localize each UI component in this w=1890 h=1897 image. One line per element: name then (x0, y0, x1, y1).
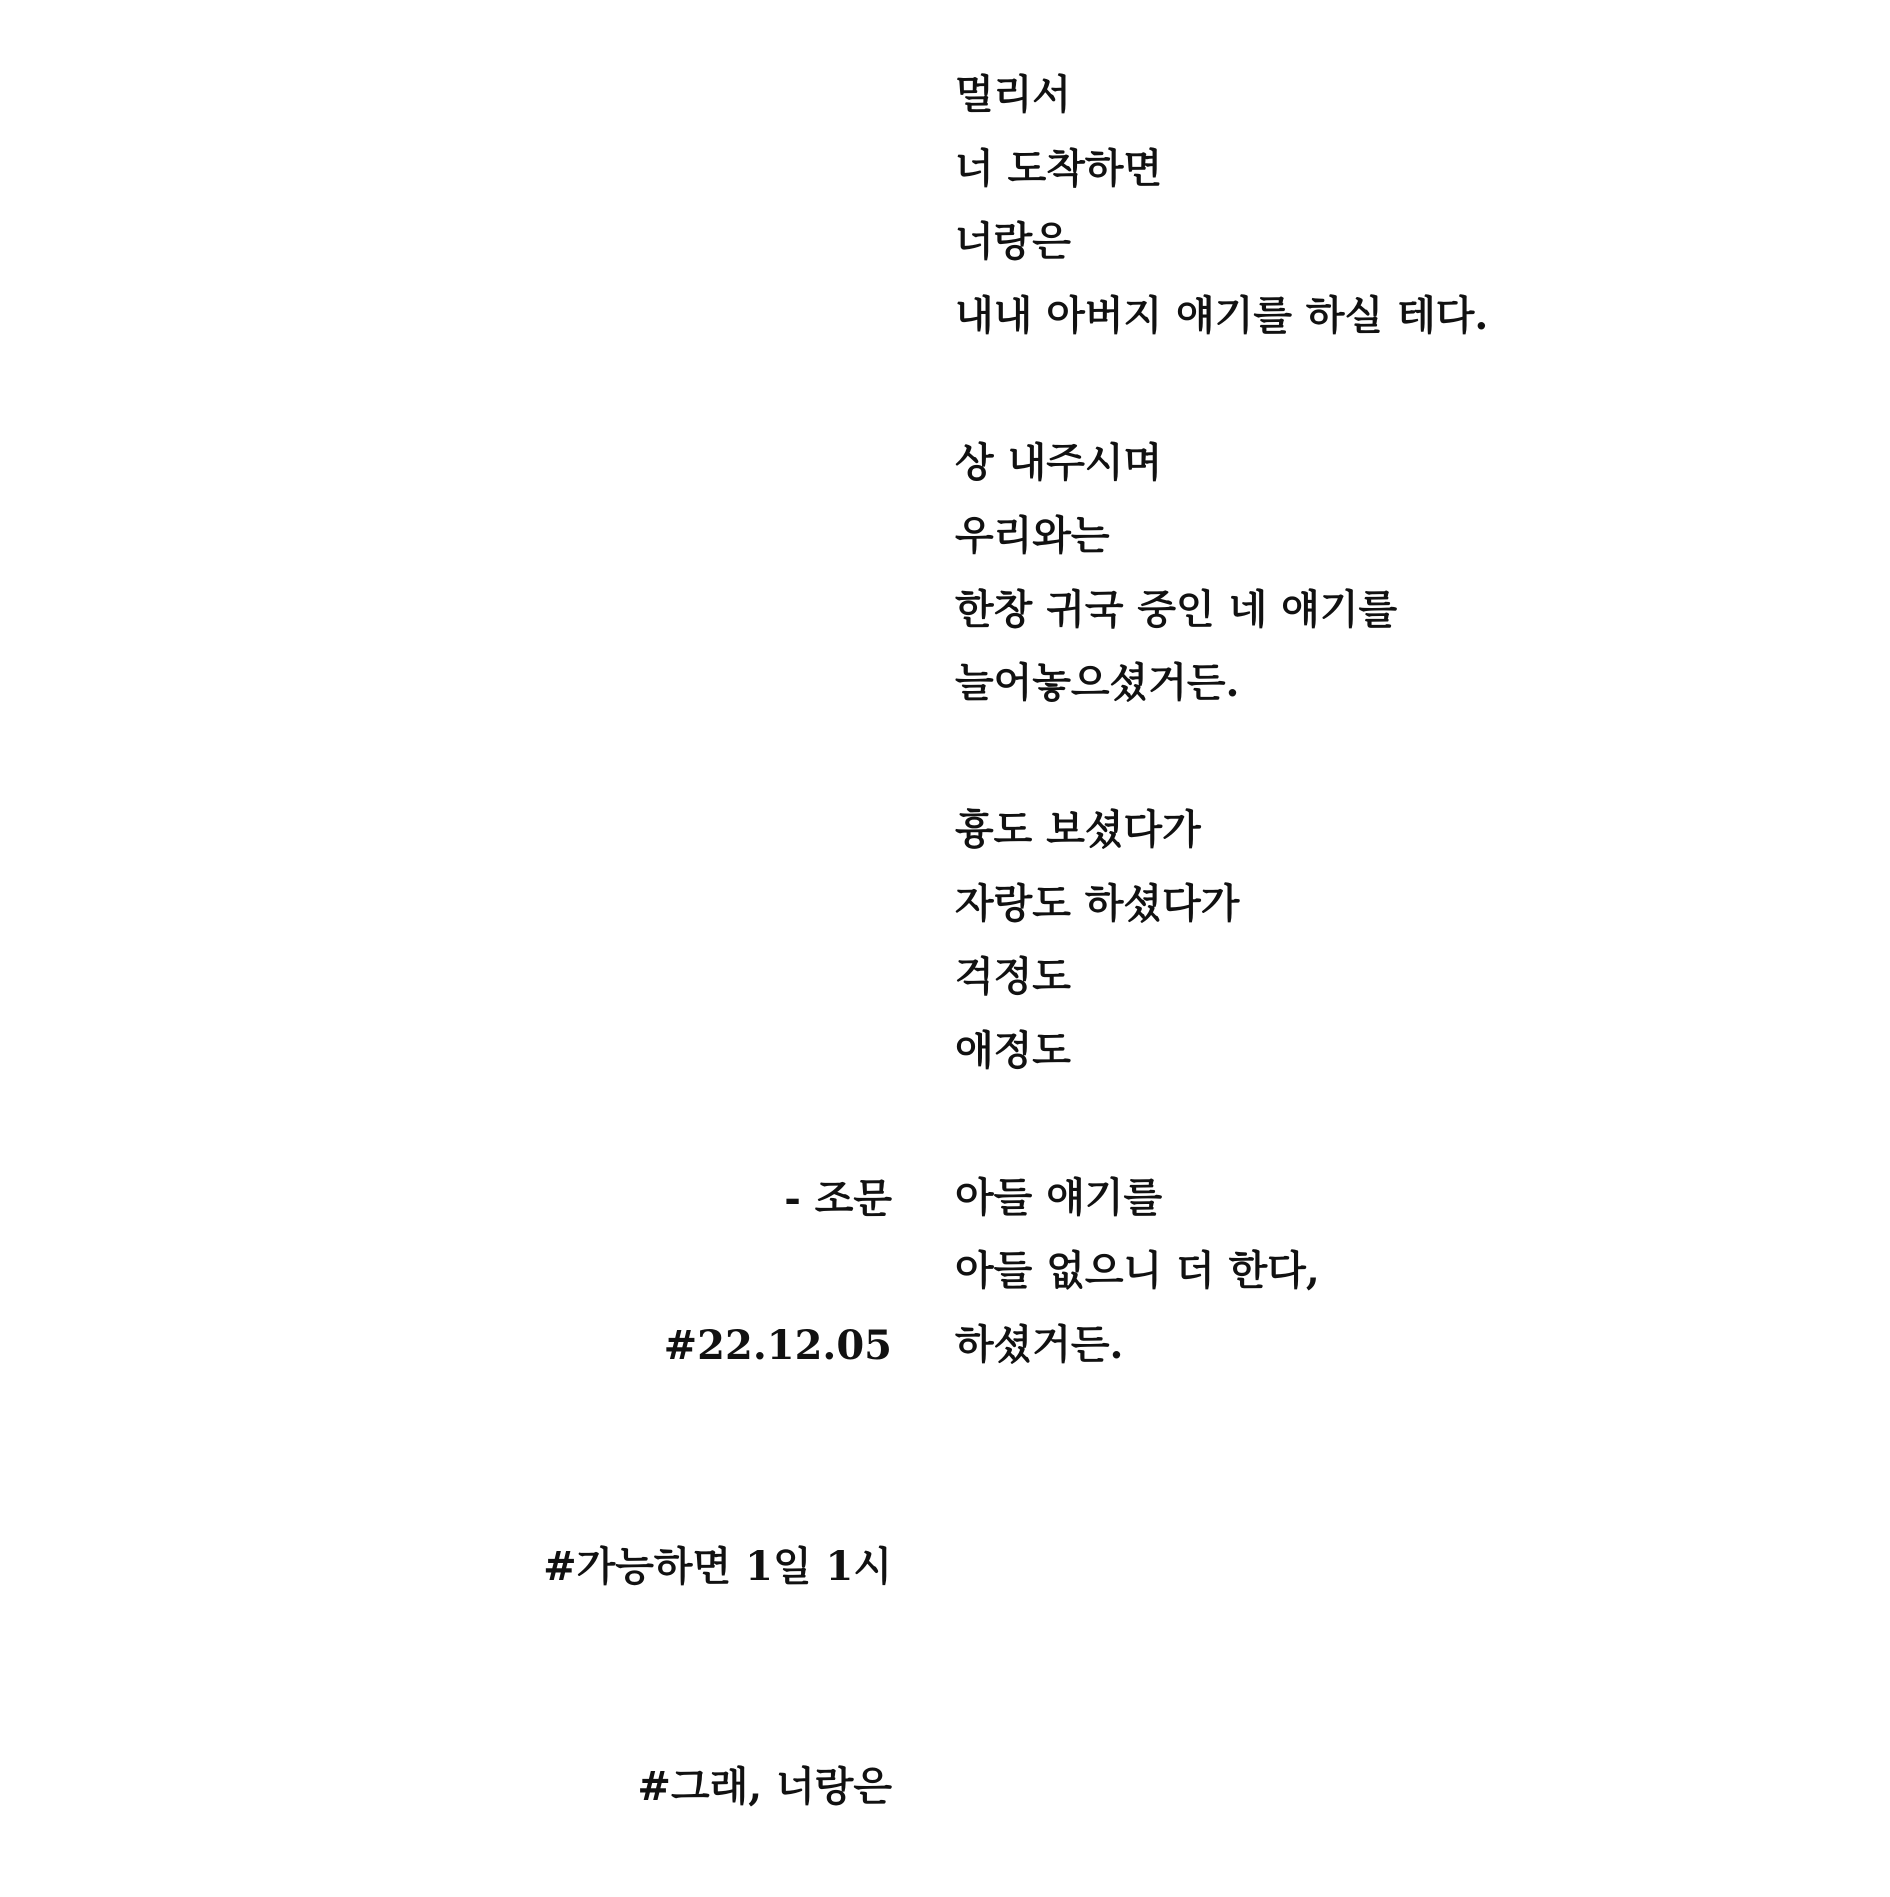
tag-date: #22.12.05 (663, 1322, 892, 1369)
poem-line: 늘어놓으셨거든. (955, 659, 1240, 706)
poem-line: 우리와는 (955, 512, 1110, 559)
poem-line: 걱정도 (955, 953, 1071, 1000)
title-text: - 조문 (784, 1175, 892, 1222)
poem-line: 내내 아버지 얘기를 하실 테다. (955, 291, 1489, 339)
poem-line: 아들 얘기를 (955, 1173, 1163, 1221)
poem-body (955, 58, 1855, 1381)
poem-line: 애정도 (955, 1026, 1071, 1074)
poem-line: 상 내주시며 (955, 438, 1163, 486)
tag-series: #가능하면 1일 1시 (543, 1542, 892, 1590)
stanza-3 (955, 793, 1855, 1087)
poem-line: 하셨거든. (955, 1320, 1124, 1368)
poem-line: 한창 귀국 중인 네 얘기를 (955, 585, 1398, 633)
stanza-gap (955, 1087, 1855, 1161)
poem-line: 아들 없으니 더 한다, (955, 1247, 1320, 1294)
poem-line: 너 도착하면 (955, 144, 1163, 192)
stanza-gap (955, 720, 1855, 794)
poem-line: 자랑도 하셨다가 (955, 879, 1240, 927)
poem-line: 흉도 보셨다가 (955, 806, 1201, 853)
stanza-2 (955, 426, 1855, 720)
tag-phrase: #그래, 너랑은 (637, 1763, 892, 1810)
stanza-gap (955, 352, 1855, 426)
tag-list (543, 1162, 892, 1897)
poem-line: 멀리서 (955, 71, 1071, 118)
stanza-4 (955, 1161, 1855, 1382)
poem-line: 너랑은 (955, 218, 1071, 265)
stanza-1 (955, 58, 1855, 352)
